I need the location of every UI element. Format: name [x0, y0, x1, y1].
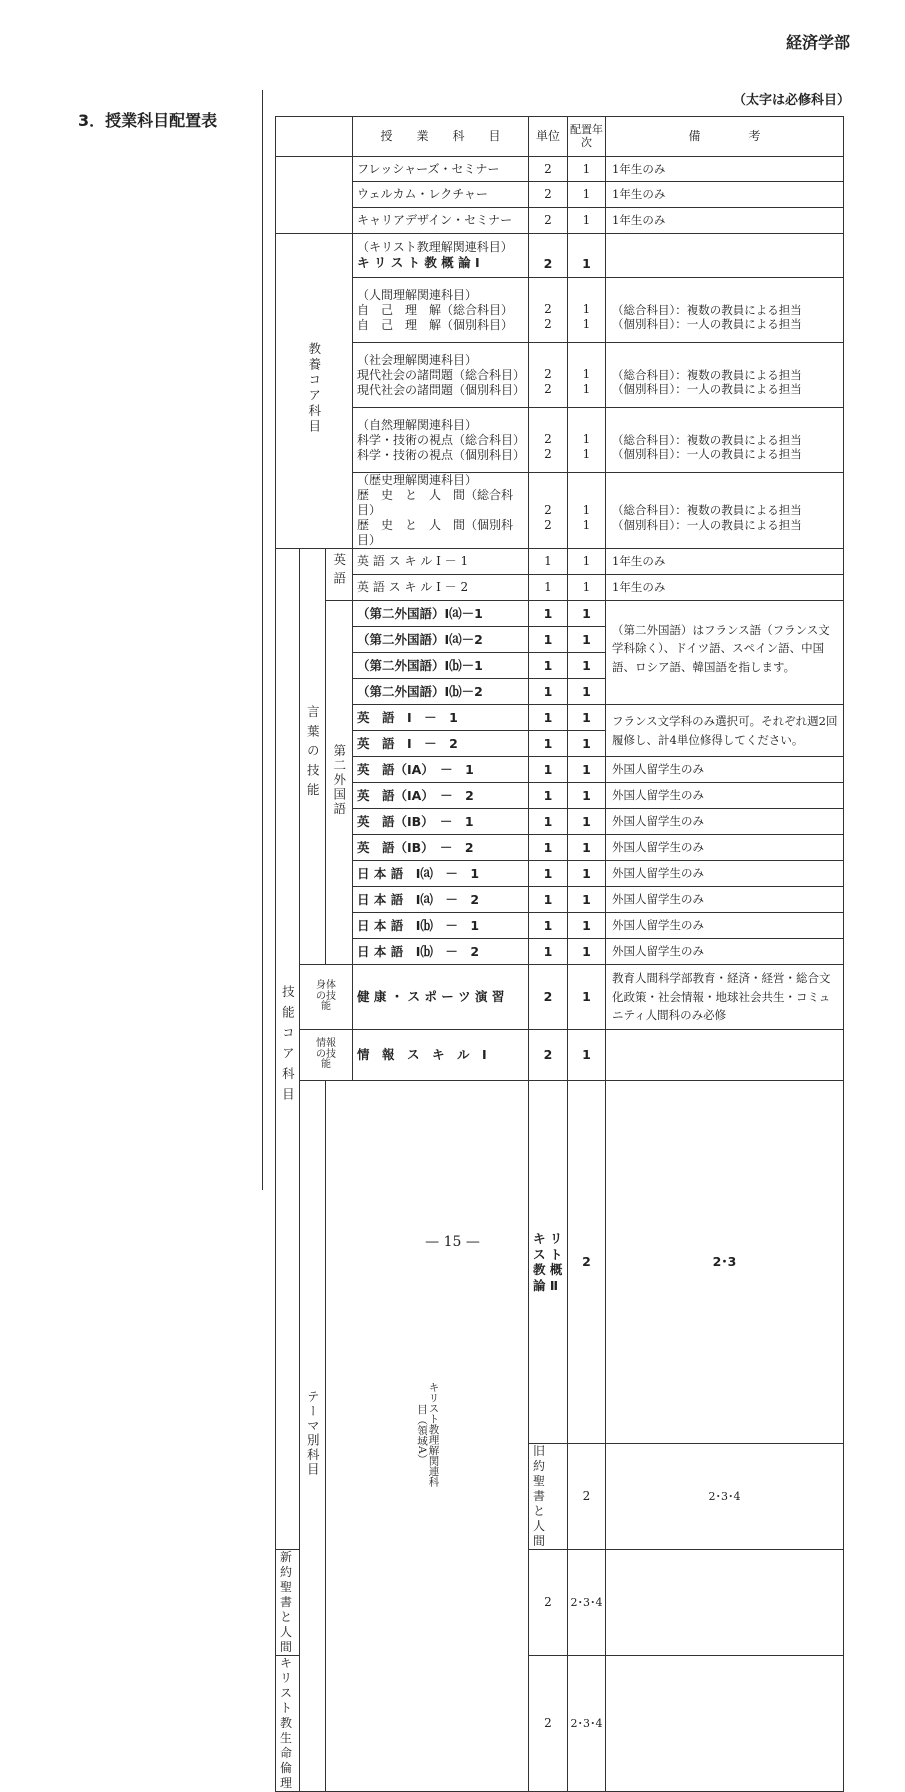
credits-cell: 2 2 — [529, 408, 568, 473]
subject-cell: 新 約 聖 書 と 人 間 — [276, 1550, 300, 1656]
year-cell: 1 — [568, 157, 606, 182]
header-subject: 授 業 科 目 — [353, 117, 529, 157]
remarks-cell: 外国人留学生のみ — [606, 861, 844, 887]
remarks-cell: （総合科目）：複数の教員による担当 （個別科目）：一人の教員による担当 — [606, 408, 844, 473]
year-cell: 1 — [568, 731, 606, 757]
credits-cell: 1 — [529, 939, 568, 965]
subject-cell: キ リ ス ト 教 概 論 Ⅱ — [529, 1081, 568, 1444]
remarks-cell: （総合科目）：複数の教員による担当 （個別科目）：一人の教員による担当 — [606, 278, 844, 343]
table-row — [276, 408, 844, 473]
credits-cell: 2 2 — [529, 343, 568, 408]
eigo-label: 英語 — [326, 549, 353, 601]
table-row — [276, 939, 844, 965]
remarks-cell: 1年生のみ — [606, 575, 844, 601]
year-cell: 1 — [568, 757, 606, 783]
credits-cell: 1 — [529, 913, 568, 939]
credits-cell: 1 — [529, 575, 568, 601]
subject-cell: 英 語（ⅠA） － 2 — [353, 783, 529, 809]
subject-cell: （第二外国語）Ⅰ⒝－1 — [353, 653, 529, 679]
subject-cell: 日 本 語 Ⅰ⒜ － 1 — [353, 861, 529, 887]
credits-cell: 2 — [529, 234, 568, 278]
remarks-cell — [606, 1030, 844, 1081]
theme-label: テーマ別科目 — [300, 1081, 326, 1792]
table-row — [276, 1081, 844, 1444]
remarks-cell: 外国人留学生のみ — [606, 939, 844, 965]
kyoyo-core-label: 教養コア科目 — [276, 234, 353, 549]
credits-cell: 1 — [529, 887, 568, 913]
table-row — [276, 783, 844, 809]
credits-cell: 1 — [529, 809, 568, 835]
year-cell: 1 — [568, 575, 606, 601]
table-row — [276, 757, 844, 783]
subject-cell: キャリアデザイン・セミナー — [353, 208, 529, 234]
credits-cell: 1 — [529, 653, 568, 679]
credits-cell: 1 — [529, 861, 568, 887]
subject-cell: 英 語（ⅠB） － 2 — [353, 835, 529, 861]
year-cell: 1 — [568, 182, 606, 208]
credits-cell: 2 — [529, 1550, 568, 1656]
year-cell: 2･3･4 — [606, 1444, 844, 1550]
subject-cell: 健 康 ・ ス ポ ー ツ 演 習 — [353, 965, 529, 1030]
year-cell: 1 — [568, 679, 606, 705]
remarks-cell: 1年生のみ — [606, 182, 844, 208]
remarks-cell — [606, 234, 844, 278]
year-cell: 1 — [568, 653, 606, 679]
header-credits: 単位 — [529, 117, 568, 157]
subject-cell: （社会理解関連科目） 現代社会の諸問題（総合科目） 現代社会の諸問題（個別科目） — [353, 343, 529, 408]
year-cell: 1 1 — [568, 278, 606, 343]
table-row — [276, 575, 844, 601]
credits-cell: 2 2 — [529, 473, 568, 549]
subject-cell: 情 報 ス キ ル Ⅰ — [353, 1030, 529, 1081]
year-cell: 1 — [568, 601, 606, 627]
table-row — [276, 549, 844, 575]
year-cell: 1 — [568, 965, 606, 1030]
table-row — [276, 473, 844, 549]
subject-cell: （人間理解関連科目） 自 己 理 解（総合科目） 自 己 理 解（個別科目） — [353, 278, 529, 343]
year-cell: 1 — [568, 861, 606, 887]
subject-cell: キ リ ス ト 教 生 命 倫 理 — [276, 1656, 300, 1792]
margin-rule — [262, 90, 263, 1190]
year-cell: 2･3･4 — [568, 1550, 606, 1656]
year-cell: 1 1 — [568, 473, 606, 549]
remarks-cell: 外国人留学生のみ — [606, 783, 844, 809]
table-row — [276, 343, 844, 408]
table-header-row — [276, 117, 844, 157]
table-row — [276, 157, 844, 182]
bold-note: （太字は必修科目） — [732, 93, 850, 108]
table-row — [276, 278, 844, 343]
subject-cell: （第二外国語）Ⅰ⒜－2 — [353, 627, 529, 653]
credits-cell: 1 — [529, 705, 568, 731]
year-cell: 2･3･4 — [568, 1656, 606, 1792]
remarks-cell: 教育人間科学部教育・経済・経営・総合文化政策・社会情報・地球社会共生・コミュニティ人間科のみ必修 — [606, 965, 844, 1030]
table-row — [276, 208, 844, 234]
year-cell: 1 — [568, 627, 606, 653]
department-label: 経済学部 — [785, 33, 850, 52]
table-row — [276, 234, 844, 278]
remarks-cell: 1年生のみ — [606, 208, 844, 234]
remarks-cell: 外国人留学生のみ — [606, 887, 844, 913]
header-remarks: 備 考 — [606, 117, 844, 157]
gino-core-label: 技能コア科目 — [276, 549, 300, 1550]
subject-cell: 日 本 語 Ⅰ⒝ － 1 — [353, 913, 529, 939]
subject-cell: フレッシャーズ・セミナー — [353, 157, 529, 182]
year-cell: 1 — [568, 1030, 606, 1081]
remarks-cell: （総合科目）：複数の教員による担当 （個別科目）：一人の教員による担当 — [606, 343, 844, 408]
table-row — [276, 887, 844, 913]
table-row — [276, 182, 844, 208]
subject-cell: 英 語（ⅠA） － 1 — [353, 757, 529, 783]
remarks-cell: 外国人留学生のみ — [606, 809, 844, 835]
remarks-cell: 1年生のみ — [606, 549, 844, 575]
credits-cell: 1 — [529, 731, 568, 757]
year-cell: 1 — [568, 835, 606, 861]
year-cell: 1 — [568, 234, 606, 278]
year-cell: 2･3 — [606, 1081, 844, 1444]
credits-cell: 2 2 — [529, 278, 568, 343]
remarks-cell: 外国人留学生のみ — [606, 835, 844, 861]
header-year: 配置年次 — [568, 117, 606, 157]
subject-cell: 英 語（ⅠB） － 1 — [353, 809, 529, 835]
subject-cell: 日 本 語 Ⅰ⒝ － 2 — [353, 939, 529, 965]
year-cell: 1 1 — [568, 408, 606, 473]
year-cell: 1 — [568, 809, 606, 835]
subject-cell: 旧 約 聖 書 と 人 間 — [529, 1444, 568, 1550]
shintai-label: 身体の技能 — [300, 965, 353, 1030]
credits-cell: 2 — [529, 965, 568, 1030]
subject-cell: （キリスト教理解関連科目） キ リ ス ト 教 概 論 Ⅰ — [353, 234, 529, 278]
subject-cell: 英 語 ス キ ル Ⅰ － 1 — [353, 549, 529, 575]
credits-cell: 2 — [568, 1444, 606, 1550]
page-number: — 15 — — [425, 1234, 480, 1250]
table-row — [276, 965, 844, 1030]
year-cell: 1 1 — [568, 343, 606, 408]
subject-cell: （歴史理解関連科目） 歴 史 と 人 間（総合科目） 歴 史 と 人 間（個別科目） — [353, 473, 529, 549]
year-cell: 1 — [568, 913, 606, 939]
subject-cell: 英 語 Ⅰ － 2 — [353, 731, 529, 757]
theme-sub-label: キリスト教理解関連科目（領域A） — [326, 1081, 529, 1792]
credits-cell: 2 — [568, 1081, 606, 1444]
credits-cell: 1 — [529, 835, 568, 861]
credits-cell: 1 — [529, 549, 568, 575]
remarks-cell: （総合科目）：複数の教員による担当 （個別科目）：一人の教員による担当 — [606, 473, 844, 549]
table-row — [276, 601, 844, 627]
daini-remark: （第二外国語）はフランス語（フランス文学科除く）、ドイツ語、スペイン語、中国語、ロシア語、韓国語を指します。 — [606, 601, 844, 705]
remarks-cell — [606, 1656, 844, 1792]
table-row — [276, 861, 844, 887]
year-cell: 1 — [568, 208, 606, 234]
subject-cell: 英 語 ス キ ル Ⅰ － 2 — [353, 575, 529, 601]
year-cell: 1 — [568, 783, 606, 809]
year-cell: 1 — [568, 549, 606, 575]
credits-cell: 1 — [529, 627, 568, 653]
section-title: 3．授業科目配置表 — [78, 111, 218, 130]
table-row — [276, 1030, 844, 1081]
credits-cell: 2 — [529, 1656, 568, 1792]
remarks-cell: 1年生のみ — [606, 157, 844, 182]
kotoba-label: 言葉の技能 — [300, 549, 326, 965]
joho-label: 情報の技能 — [300, 1030, 353, 1081]
subject-cell: ウェルカム・レクチャー — [353, 182, 529, 208]
credits-cell: 1 — [529, 783, 568, 809]
daini-label: 第二外国語 — [326, 601, 353, 965]
remarks-cell — [606, 1550, 844, 1656]
credits-cell: 1 — [529, 601, 568, 627]
course-table — [275, 116, 844, 1792]
credits-cell: 1 — [529, 679, 568, 705]
credits-cell: 1 — [529, 757, 568, 783]
credits-cell: 2 — [529, 208, 568, 234]
credits-cell: 2 — [529, 157, 568, 182]
credits-cell: 2 — [529, 1030, 568, 1081]
year-cell: 1 — [568, 939, 606, 965]
remarks-cell: 外国人留学生のみ — [606, 757, 844, 783]
subject-cell: （自然理解関連科目） 科学・技術の視点（総合科目） 科学・技術の視点（個別科目） — [353, 408, 529, 473]
subject-cell: 日 本 語 Ⅰ⒜ － 2 — [353, 887, 529, 913]
table-row — [276, 913, 844, 939]
table-row — [276, 835, 844, 861]
eigo1-remark: フランス文学科のみ選択可。それぞれ週2回履修し、計4単位修得してください。 — [606, 705, 844, 757]
year-cell: 1 — [568, 887, 606, 913]
year-cell: 1 — [568, 705, 606, 731]
table-row — [276, 809, 844, 835]
subject-cell: （第二外国語）Ⅰ⒜－1 — [353, 601, 529, 627]
subject-cell: 英 語 Ⅰ － 1 — [353, 705, 529, 731]
remarks-cell: 外国人留学生のみ — [606, 913, 844, 939]
table-row — [276, 705, 844, 731]
credits-cell: 2 — [529, 182, 568, 208]
subject-cell: （第二外国語）Ⅰ⒝－2 — [353, 679, 529, 705]
